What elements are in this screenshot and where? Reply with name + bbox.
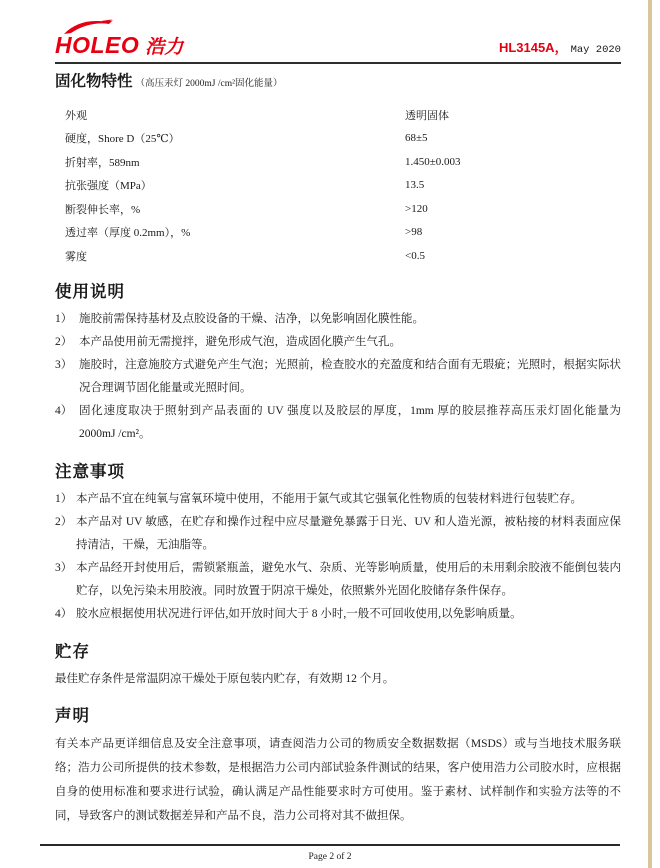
page-number: Page 2 of 2: [308, 852, 352, 862]
list-item-text: 本产品对 UV 敏感，在贮存和操作过程中应尽量避免暴露于日光、UV 和人造光源，被粘接的材料表面应保持清洁，干燥，无油脂等。: [76, 515, 621, 551]
property-label: 断裂伸长率，%: [65, 203, 141, 216]
precautions-list: [55, 488, 621, 626]
list-item: [55, 511, 621, 557]
property-value: 68±5: [405, 132, 428, 145]
storage-section-title: 贮存: [55, 642, 90, 661]
logo-text-en: HOLEO: [55, 32, 140, 58]
list-item-text: 胶水应根据使用状况进行评估,如开放时间大于 8 小时,一般不可回收使用,以免影响质量。: [76, 607, 522, 620]
property-value: <0.5: [405, 249, 425, 262]
product-code: HL3145A，: [498, 40, 568, 55]
company-logo: [55, 34, 183, 57]
table-row: [65, 221, 610, 245]
declaration-section-title: 声明: [55, 706, 90, 725]
usage-section-title: 使用说明: [55, 282, 125, 301]
list-item: [55, 354, 621, 400]
page-header: [55, 34, 621, 64]
list-item-text: 施胶时，注意施胶方式避免产生气泡；光照前，检查胶水的充盈度和结合面有无瑕疵；光照时，根据实际状况合理调节固化能量或光照时间。: [79, 358, 621, 394]
page-content: [55, 34, 621, 828]
list-item-text: 施胶前需保持基材及点胶设备的干燥、洁净，以免影响固化膜性能。: [79, 312, 424, 325]
list-item-number: 3）: [55, 358, 73, 371]
cured-properties-title: 固化物特性: [55, 73, 133, 90]
property-label: 外观: [65, 109, 87, 122]
page-footer: [40, 844, 620, 864]
list-item: [55, 488, 621, 511]
list-item-text: 固化速度取决于照射到产品表面的 UV 强度以及胶层的厚度，1mm 厚的胶层推荐高压汞灯固化能量为 2000mJ /cm²。: [79, 404, 621, 440]
table-row: [65, 150, 610, 174]
document-id: [499, 37, 621, 57]
cured-properties-subtitle: （高压汞灯 2000mJ /cm²固化能量）: [135, 79, 283, 89]
logo-swoosh-icon: [63, 19, 115, 40]
precautions-section-title: 注意事项: [55, 462, 125, 481]
storage-body: 最佳贮存条件是常温阴凉干燥处于原包装内贮存，有效期 12 个月。: [55, 672, 395, 685]
properties-table: [65, 103, 610, 268]
property-label: 折射率，589nm: [65, 156, 140, 169]
list-item-number: 4）: [55, 607, 73, 620]
property-value: 1.450±0.003: [405, 155, 461, 168]
table-row: [65, 127, 610, 151]
list-item: [55, 308, 621, 331]
list-item: [55, 603, 621, 626]
list-item-number: 4）: [55, 404, 73, 417]
cured-properties-heading: [55, 69, 621, 91]
property-value: >120: [405, 202, 428, 215]
property-label: 硬度，Shore D（25℃）: [65, 133, 180, 146]
list-item-text: 本产品经开封使用后，需锁紧瓶盖，避免水气、杂质、光等影响质量，使用后的未用剩余胶液不能倒包装内贮存，以免污染未用胶液。同时放置于阴凉干燥处，依照紫外光固化胶储存条件保存。: [76, 561, 621, 597]
property-value: >98: [405, 226, 423, 239]
list-item-number: 1）: [55, 312, 73, 325]
list-item: [55, 400, 621, 446]
list-item-number: 2）: [55, 335, 73, 348]
property-label: 抗张强度（MPa）: [65, 180, 152, 193]
document-date: May 2020: [570, 44, 621, 56]
list-item-number: 1）: [55, 492, 73, 505]
table-row: [65, 244, 610, 268]
property-value: 透明固体: [405, 109, 449, 122]
page-edge-strip: [648, 0, 652, 868]
logo-text-cn: 浩力: [145, 37, 184, 58]
list-item: [55, 331, 621, 354]
property-label: 透过率（厚度 0.2mm），%: [65, 227, 191, 240]
property-value: 13.5: [405, 179, 425, 192]
declaration-body: 有关本产品更详细信息及安全注意事项，请查阅浩力公司的物质安全数据数据（MSDS）或与当地技术服务联络；浩力公司所提供的技术参数，是根据浩力公司内部试验条件测试的结果，客户使用浩力公司胶水时，应根据自身的使用标准和要求进行试验，确认满足产品性能要求时方可使用。鉴于素材、试样制作和实验方法等的不同，导致客户的测试数据差异和产品不良，浩力公司将对其不做担保。: [55, 737, 621, 822]
list-item-number: 3）: [55, 561, 73, 574]
list-item-text: 本产品不宜在纯氧与富氧环境中使用，不能用于氯气或其它强氧化性物质的包装材料进行包装贮存。: [76, 492, 582, 505]
list-item-text: 本产品使用前无需搅拌，避免形成气泡，造成固化膜产生气孔。: [79, 335, 401, 348]
table-row: [65, 103, 610, 127]
table-row: [65, 197, 610, 221]
usage-list: [55, 308, 621, 446]
property-label: 雾度: [65, 250, 87, 263]
list-item-number: 2）: [55, 515, 73, 528]
table-row: [65, 174, 610, 198]
list-item: [55, 557, 621, 603]
